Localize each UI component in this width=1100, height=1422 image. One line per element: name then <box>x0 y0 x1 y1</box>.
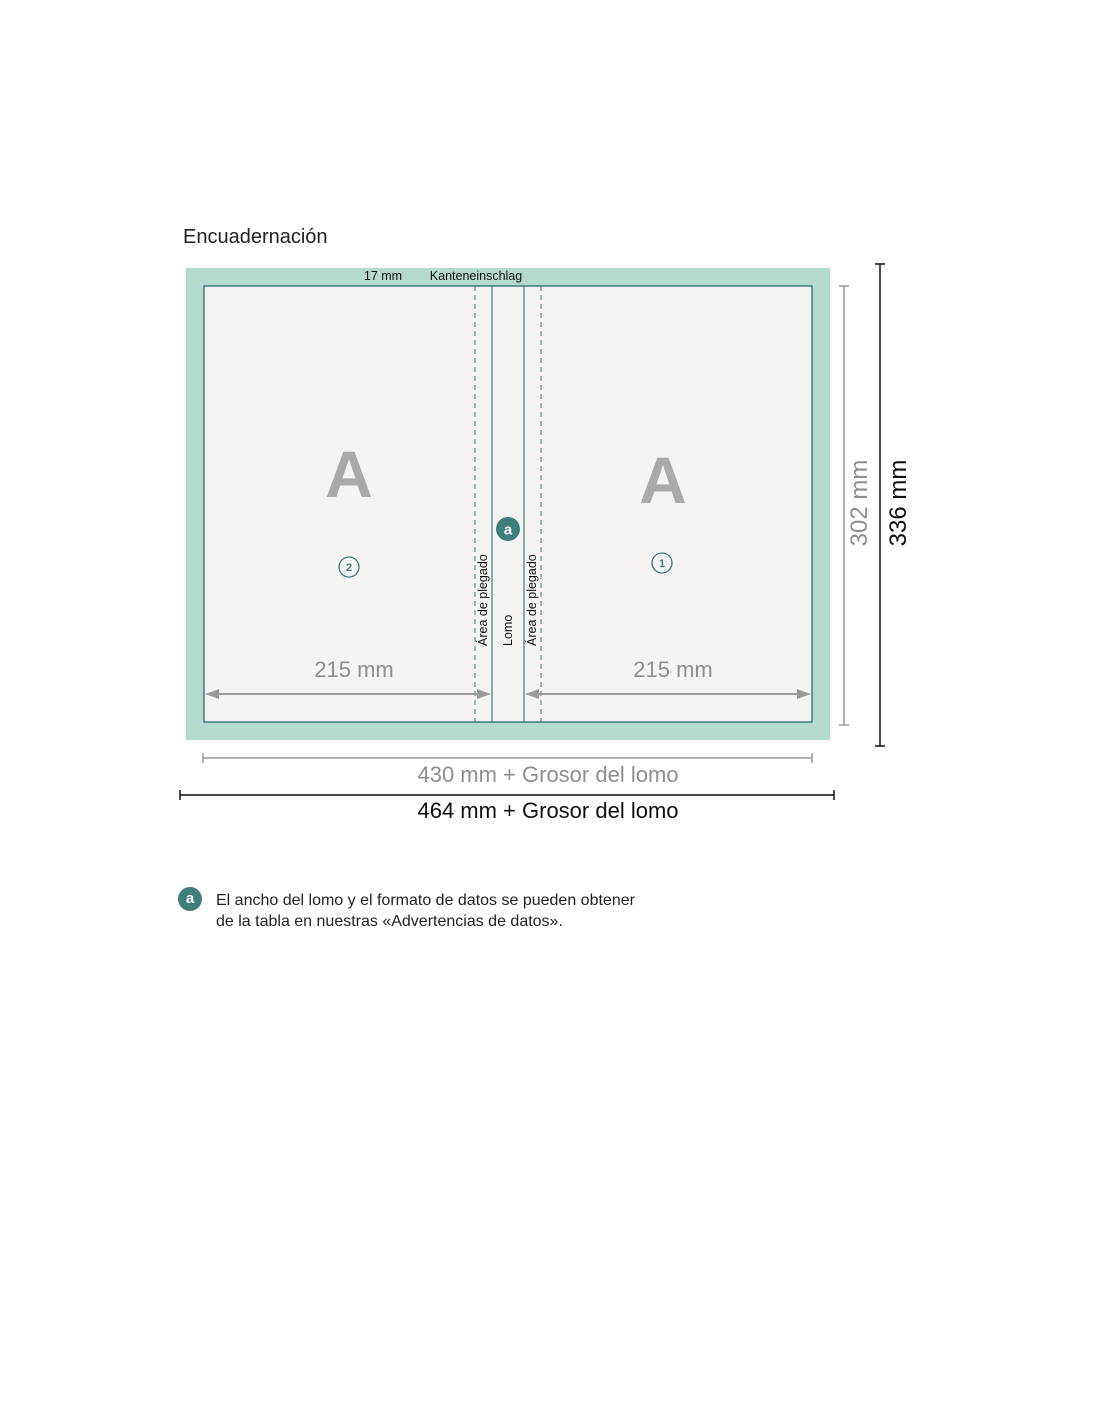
spine-marker: a <box>503 521 513 539</box>
note-marker: a <box>178 887 202 911</box>
right-page-number: 1 <box>658 558 666 570</box>
left-fold-area-label: Área de plegado <box>476 554 490 646</box>
inner-height-label: 302 mm <box>846 459 873 547</box>
right-page-letter: A <box>639 443 687 517</box>
inner-width-label: 430 mm + Grosor del lomo <box>417 762 679 787</box>
note-text <box>216 890 635 932</box>
outer-width-label: 464 mm + Grosor del lomo <box>417 798 679 823</box>
turn-in-label: Kanteneinschlag <box>429 269 523 283</box>
cover-area <box>204 286 812 722</box>
note-line-2: de la tabla en nuestras «Advertencias de datos». <box>216 913 563 930</box>
left-page-width-label: 215 mm <box>314 657 394 682</box>
section-title: Encuadernación <box>183 226 328 248</box>
spine-label: Lomo <box>501 614 515 646</box>
left-page-letter: A <box>325 437 373 511</box>
outer-height-label: 336 mm <box>885 459 912 547</box>
note-line-1: El ancho del lomo y el formato de datos se pueden obtener <box>216 892 635 909</box>
right-page-width-label: 215 mm <box>633 657 713 682</box>
right-fold-area-label: Área de plegado <box>525 554 539 646</box>
turn-in-width-label: 17 mm <box>363 269 403 283</box>
left-page-number: 2 <box>345 562 353 574</box>
